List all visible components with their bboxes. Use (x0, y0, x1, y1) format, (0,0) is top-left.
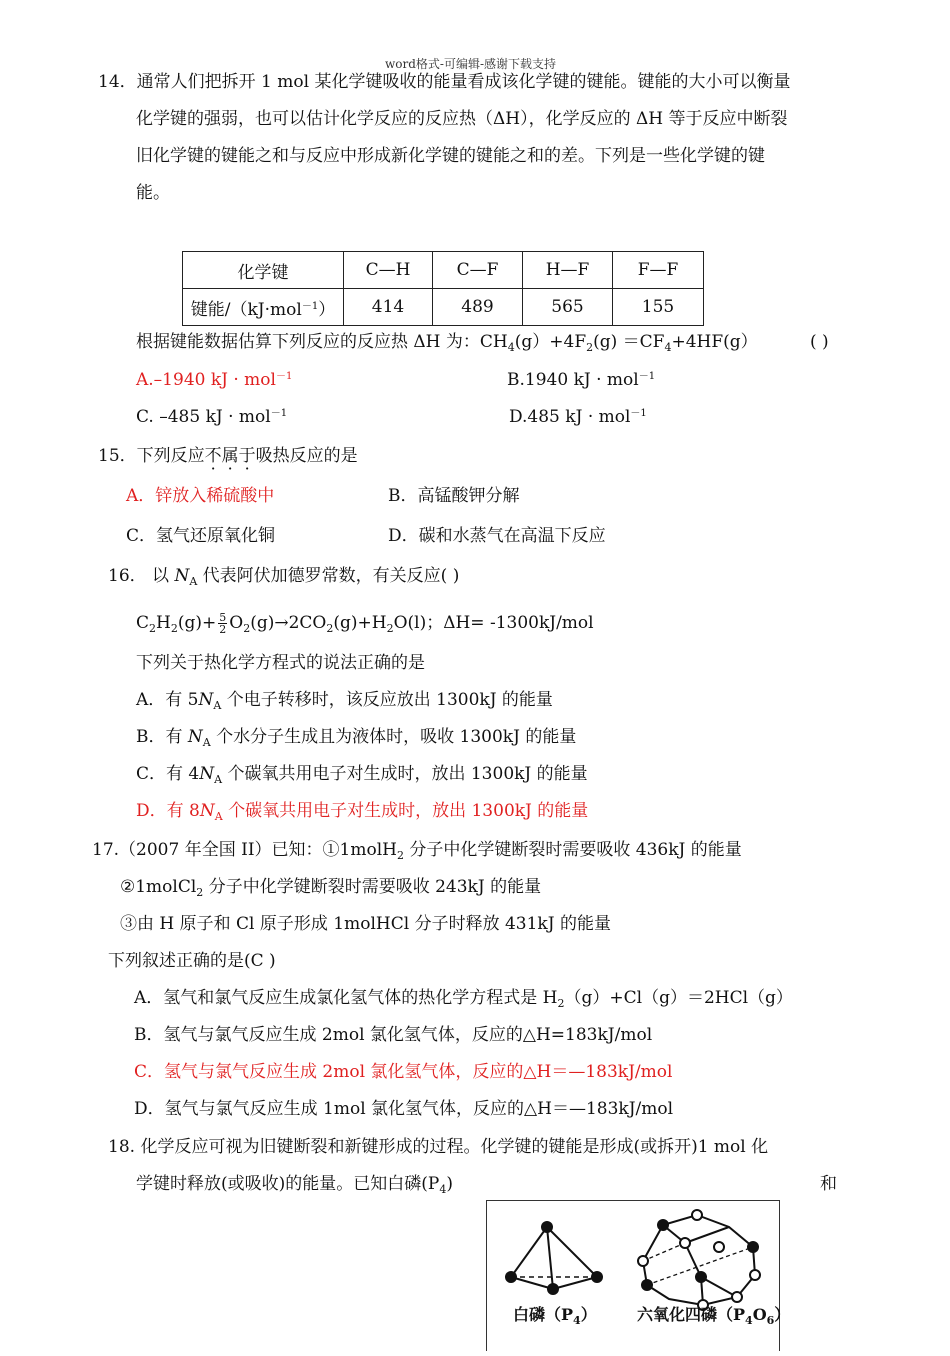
q17-line-2: ②1molCl$_2$ 分子中化学键断裂时需要吸收 243kJ 的能量 (120, 877, 542, 899)
table-cell: 565 (523, 289, 613, 326)
p4o6-phosphorus-atoms (641, 1219, 759, 1291)
q17-line-1: 17.（2007 年全国 II）已知：①1molH$_2$ 分子中化学键断裂时需要吸收 436kJ 的能量 (92, 840, 742, 862)
q17-option-b: B．氢气与氯气反应生成 2mol 氯化氢气体，反应的△H=183kJ/mol (134, 1025, 653, 1045)
q16-option-c: C．有 $4N_A$ 个碳氧共用电子对生成时，放出 1300kJ 的能量 (136, 764, 588, 786)
table-row (183, 289, 704, 326)
p4o6-label: 六氧化四磷$(P_4O_6)$ (637, 1305, 791, 1327)
q17-question: 下列叙述正确的是(C ) (108, 951, 276, 971)
q18-line-2-end: 和 (820, 1174, 837, 1194)
q16-option-a: A．有 $5N_A$ 个电子转移时，该反应放出 1300kJ 的能量 (136, 690, 553, 712)
q16-question: 下列关于热化学方程式的说法正确的是 (136, 653, 425, 673)
table-header-cell: 化学键 (183, 252, 344, 289)
q14-line-4: 能。 (136, 183, 170, 203)
table-row (183, 252, 704, 289)
q14-option-c: C. –485 kJ · mol$^{-1}$ (136, 407, 288, 427)
q15-stem: 15．下列反应不属于吸热反应的是 (98, 446, 358, 466)
q14-stem: 根据键能数据估算下列反应的反应热 ΔH 为：$CH_4(g)+4F_2(g) =CF_4+4HF(g)$ (136, 332, 758, 354)
q15-option-a: A．锌放入稀硫酸中 (126, 486, 275, 506)
table-header-cell: C—H (344, 252, 433, 289)
q15-option-d: D．碳和水蒸气在高温下反应 (388, 526, 606, 546)
q14-option-a: A.–1940 kJ · mol$^{-1}$ (136, 370, 293, 390)
table-header-cell: F—F (613, 252, 704, 289)
white-phosphorus-atoms (505, 1221, 603, 1295)
q17-option-c: C．氢气与氯气反应生成 2mol 氯化氢气体，反应的△H＝—183kJ/mol (134, 1062, 673, 1082)
table-cell: 155 (613, 289, 704, 326)
q16-stem: 16． 以 $N_A$ 代表阿伏加德罗常数，有关反应( ) (108, 566, 460, 588)
q14-line-3: 旧化学键的键能之和与反应中形成新化学键的键能之和的差。下列是一些化学键的键 (136, 146, 765, 166)
table-header-cell: H—F (523, 252, 613, 289)
q14-answer-paren: ( ) (810, 332, 829, 352)
table-row-label: 键能/（kJ·mol$^{-1}$） (183, 289, 344, 326)
q14-option-b: B.1940 kJ · mol$^{-1}$ (507, 370, 656, 390)
q14-option-d: D.485 kJ · mol$^{-1}$ (509, 407, 647, 427)
q17-option-a: A．氢气和氯气反应生成氯化氢气体的热化学方程式是 $H_2(g)+Cl(g)=2HCl(g)$ (134, 988, 793, 1010)
phosphorus-structures-svg (487, 1201, 779, 1351)
q17-line-3: ③由 H 原子和 Cl 原子形成 1molHCl 分子时释放 431kJ 的能量 (120, 914, 611, 934)
q16-option-d: D．有 $8N_A$ 个碳氧共用电子对生成时，放出 1300kJ 的能量 (136, 801, 589, 823)
table-cell: 414 (344, 289, 433, 326)
q16-option-b: B．有 $N_A$ 个水分子生成且为液体时，吸收 1300kJ 的能量 (136, 727, 577, 749)
q18-line-1: 18. 化学反应可视为旧键断裂和新键形成的过程。化学键的键能是形成(或拆开)1 mol 化 (108, 1137, 769, 1157)
p4o6-oxygen-atoms (638, 1210, 760, 1310)
table-cell: 489 (433, 289, 523, 326)
q15-option-b: B．高锰酸钾分解 (388, 486, 520, 506)
q14-line-2: 化学键的强弱，也可以估计化学反应的反应热（ΔH），化学反应的 ΔH 等于反应中断裂 (136, 109, 788, 129)
white-phosphorus-label: 白磷$(P_4)$ (513, 1305, 597, 1327)
q17-option-d: D．氢气与氯气反应生成 1mol 氯化氢气体，反应的△H＝—183kJ/mol (134, 1099, 674, 1119)
phosphorus-figure (486, 1200, 791, 1351)
bond-energy-table (182, 251, 704, 326)
q16-equation: $C_2H_2(g)+$ $\frac{5}{2}$ $O_2(g)\to 2CO_2(g)+H_2O(l)$；ΔH= -1300kJ/mol (136, 611, 594, 636)
white-phosphorus-structure (511, 1227, 597, 1289)
q14-line-1: 14．通常人们把拆开 1 mol 某化学键吸收的能量看成该化学键的键能。键能的大小可以衡量 (98, 72, 791, 92)
page-header: word格式-可编辑-感谢下载支持 (385, 57, 557, 71)
q15-option-c: C．氢气还原氧化铜 (126, 526, 276, 546)
table-header-cell: C—F (433, 252, 523, 289)
q18-line-2: 学键时释放(或吸收)的能量。已知白磷$(P_4)$ (136, 1174, 453, 1196)
